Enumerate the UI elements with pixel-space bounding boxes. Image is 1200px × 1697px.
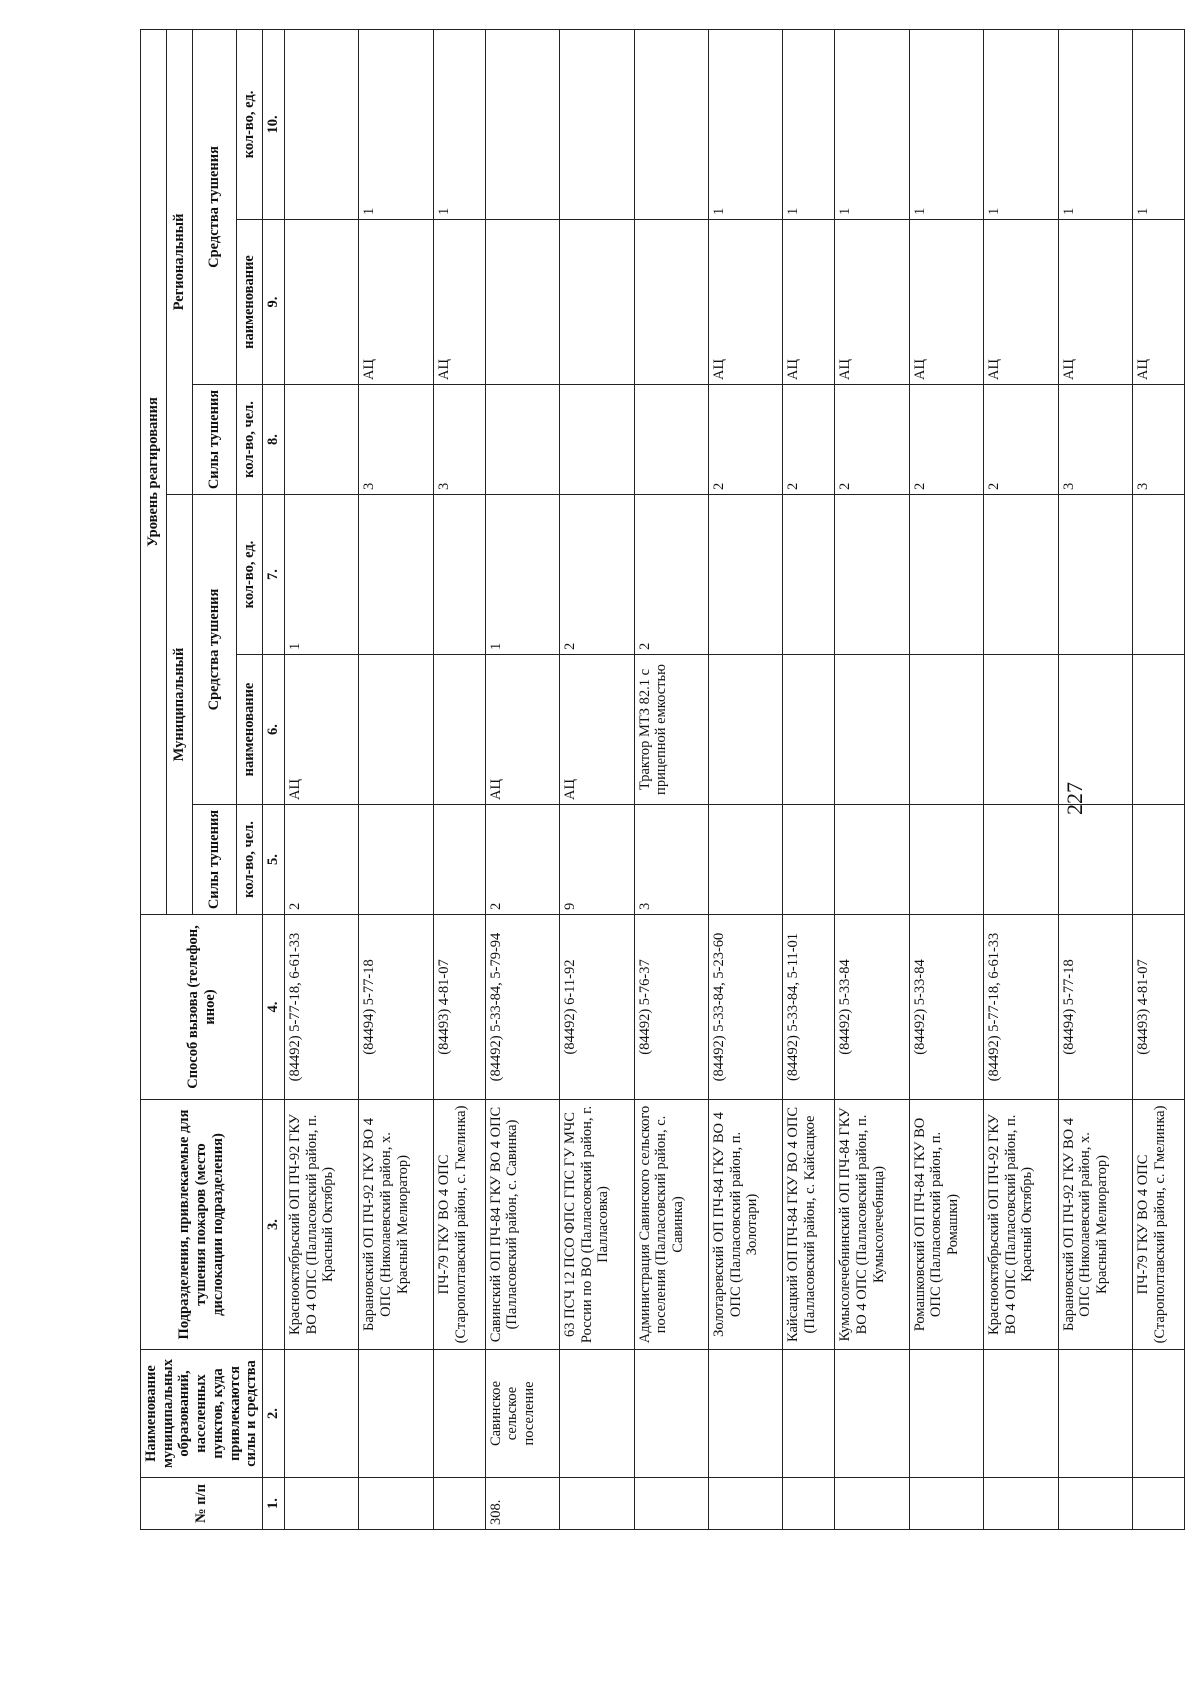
regional-means-qty bbox=[485, 29, 559, 219]
regional-forces: 2 bbox=[909, 385, 983, 495]
call-method: (84492) 5-33-84 bbox=[835, 915, 909, 1100]
row-number bbox=[433, 1478, 485, 1530]
call-method: (84494) 5-77-18 bbox=[1058, 915, 1132, 1100]
municipal-means-name bbox=[1132, 655, 1184, 805]
municipal-forces: 3 bbox=[634, 805, 708, 915]
regional-forces: 3 bbox=[359, 385, 433, 495]
col-header-response-level: Уровень реагирования bbox=[141, 29, 167, 914]
row-number bbox=[909, 1478, 983, 1530]
row-number bbox=[560, 1478, 634, 1530]
municipal-means-qty: 2 bbox=[634, 495, 708, 655]
call-method: (84494) 5-77-18 bbox=[359, 915, 433, 1100]
settlement bbox=[783, 1350, 835, 1478]
table-row bbox=[433, 29, 485, 1529]
col-header-municipal-means: Средства тушения bbox=[193, 495, 237, 805]
settlement bbox=[1058, 1350, 1132, 1478]
municipal-means-name bbox=[909, 655, 983, 805]
table-row bbox=[634, 29, 708, 1529]
regional-forces: 2 bbox=[984, 385, 1058, 495]
col-header-name: наименование bbox=[237, 220, 263, 385]
regional-means-qty: 1 bbox=[433, 29, 485, 219]
call-method: (84493) 4-81-07 bbox=[1132, 915, 1184, 1100]
regional-means-qty: 1 bbox=[359, 29, 433, 219]
col-number: 3. bbox=[263, 1100, 285, 1350]
col-header-qty-people: кол-во, чел. bbox=[237, 805, 263, 915]
municipal-forces bbox=[708, 805, 782, 915]
municipal-forces: 2 bbox=[285, 805, 359, 915]
col-number: 2. bbox=[263, 1350, 285, 1478]
table-row bbox=[560, 29, 634, 1529]
regional-means-name: АЦ bbox=[783, 220, 835, 385]
table-row bbox=[984, 29, 1058, 1529]
regional-forces bbox=[634, 385, 708, 495]
table-row bbox=[909, 29, 983, 1529]
settlement bbox=[634, 1350, 708, 1478]
row-number bbox=[359, 1478, 433, 1530]
unit: Ромашковский ОП ПЧ-84 ГКУ ВО ОПС (Палласовский район, п. Ромашки) bbox=[909, 1100, 983, 1350]
call-method: (84492) 5-77-18, 6-61-33 bbox=[285, 915, 359, 1100]
regional-forces: 2 bbox=[783, 385, 835, 495]
municipal-means-name bbox=[984, 655, 1058, 805]
unit: Краснооктябрьский ОП ПЧ-92 ГКУ ВО 4 ОПС (Палласовский район, п. Красный Октябрь) bbox=[984, 1100, 1058, 1350]
regional-means-qty: 1 bbox=[909, 29, 983, 219]
table-row bbox=[708, 29, 782, 1529]
col-number: 8. bbox=[263, 385, 285, 495]
municipal-means-name: АЦ bbox=[485, 655, 559, 805]
col-header-units: Подразделения, привлекаемые для тушения пожаров (место дислокации подразделения) bbox=[141, 1100, 263, 1350]
col-header-number: № п/п bbox=[141, 1478, 263, 1530]
settlement bbox=[359, 1350, 433, 1478]
municipal-forces bbox=[984, 805, 1058, 915]
col-number: 7. bbox=[263, 495, 285, 655]
row-number: 308. bbox=[485, 1478, 559, 1530]
col-number: 9. bbox=[263, 220, 285, 385]
call-method: (84492) 5-33-84, 5-11-01 bbox=[783, 915, 835, 1100]
col-header-settlement: Наименование муниципальных образований, населенных пунктов, куда привлекаются силы и средства bbox=[141, 1350, 263, 1478]
call-method: (84492) 5-77-18, 6-61-33 bbox=[984, 915, 1058, 1100]
col-header-qty-units: кол-во, ед. bbox=[237, 495, 263, 655]
municipal-means-name bbox=[433, 655, 485, 805]
regional-forces: 3 bbox=[1058, 385, 1132, 495]
regional-forces: 2 bbox=[708, 385, 782, 495]
regional-means-name: АЦ bbox=[984, 220, 1058, 385]
settlement: Савинское сельское поселение bbox=[485, 1350, 559, 1478]
table-row bbox=[1058, 29, 1132, 1529]
municipal-forces bbox=[909, 805, 983, 915]
settlement bbox=[285, 1350, 359, 1478]
settlement bbox=[835, 1350, 909, 1478]
municipal-forces: 2 bbox=[485, 805, 559, 915]
settlement bbox=[560, 1350, 634, 1478]
regional-means-name bbox=[285, 220, 359, 385]
table-row bbox=[783, 29, 835, 1529]
municipal-forces bbox=[1132, 805, 1184, 915]
municipal-forces: 9 bbox=[560, 805, 634, 915]
col-header-call-method: Способ вызова (телефон, иное) bbox=[141, 915, 263, 1100]
table-row bbox=[835, 29, 909, 1529]
unit: 63 ПСЧ 12 ПСО ФПС ГПС ГУ МЧС России по ВО (Палласовский район, г. Палласовка) bbox=[560, 1100, 634, 1350]
regional-means-name: АЦ bbox=[835, 220, 909, 385]
col-header-regional-means: Средства тушения bbox=[193, 29, 237, 384]
municipal-forces bbox=[359, 805, 433, 915]
municipal-forces bbox=[783, 805, 835, 915]
page-number: 227 bbox=[1062, 782, 1087, 815]
call-method: (84492) 5-33-84, 5-79-94 bbox=[485, 915, 559, 1100]
rotated-table-container bbox=[140, 30, 1185, 1530]
municipal-means-qty bbox=[1132, 495, 1184, 655]
call-method: (84492) 5-33-84 bbox=[909, 915, 983, 1100]
regional-means-name bbox=[560, 220, 634, 385]
settlement bbox=[984, 1350, 1058, 1478]
table-row bbox=[359, 29, 433, 1529]
unit: Кумысолечебнинский ОП ПЧ-84 ГКУ ВО 4 ОПС (Палласовский район, п. Кумысолечебница) bbox=[835, 1100, 909, 1350]
regional-forces: 3 bbox=[433, 385, 485, 495]
col-number: 1. bbox=[263, 1478, 285, 1530]
unit: Кайсацкий ОП ПЧ-84 ГКУ ВО 4 ОПС (Палласовский район, с. Кайсацкое bbox=[783, 1100, 835, 1350]
municipal-means-qty bbox=[359, 495, 433, 655]
col-header-municipal-forces: Силы тушения bbox=[193, 805, 237, 915]
municipal-means-qty: 1 bbox=[285, 495, 359, 655]
regional-means-name: АЦ bbox=[359, 220, 433, 385]
municipal-means-qty bbox=[1058, 495, 1132, 655]
unit: Администрация Савинского сельского поселения (Палласовский район, с. Савинка) bbox=[634, 1100, 708, 1350]
col-number: 5. bbox=[263, 805, 285, 915]
regional-means-name bbox=[634, 220, 708, 385]
regional-means-name: АЦ bbox=[708, 220, 782, 385]
municipal-means-name bbox=[359, 655, 433, 805]
settlement bbox=[1132, 1350, 1184, 1478]
regional-means-qty bbox=[634, 29, 708, 219]
unit: ПЧ-79 ГКУ ВО 4 ОПС (Старополтавский район, с. Гмелинка) bbox=[1132, 1100, 1184, 1350]
col-header-qty-people: кол-во, чел. bbox=[237, 385, 263, 495]
regional-means-name: АЦ bbox=[433, 220, 485, 385]
regional-means-name: АЦ bbox=[909, 220, 983, 385]
row-number bbox=[634, 1478, 708, 1530]
table-row bbox=[485, 29, 559, 1529]
call-method: (84492) 5-76-37 bbox=[634, 915, 708, 1100]
settlement bbox=[909, 1350, 983, 1478]
settlement bbox=[433, 1350, 485, 1478]
municipal-means-qty: 1 bbox=[485, 495, 559, 655]
unit: ПЧ-79 ГКУ ВО 4 ОПС (Старополтавский район, с. Гмелинка) bbox=[433, 1100, 485, 1350]
municipal-forces bbox=[433, 805, 485, 915]
municipal-means-qty bbox=[835, 495, 909, 655]
unit: Золотаревский ОП ПЧ-84 ГКУ ВО 4 ОПС (Палласовский район, п. Золотари) bbox=[708, 1100, 782, 1350]
municipal-means-qty: 2 bbox=[560, 495, 634, 655]
municipal-means-qty bbox=[708, 495, 782, 655]
col-header-municipal: Муниципальный bbox=[167, 495, 193, 915]
row-number bbox=[1132, 1478, 1184, 1530]
regional-forces: 3 bbox=[1132, 385, 1184, 495]
municipal-means-name: АЦ bbox=[560, 655, 634, 805]
municipal-means-name: Трактор МТЗ 82.1 с прицепной емкостью bbox=[634, 655, 708, 805]
regional-means-qty: 1 bbox=[708, 29, 782, 219]
unit: Барановский ОП ПЧ-92 ГКУ ВО 4 ОПС (Николаевский район, х. Красный Мелиоратор) bbox=[359, 1100, 433, 1350]
col-header-qty-units: кол-во, ед. bbox=[237, 29, 263, 219]
unit: Краснооктябрьский ОП ПЧ-92 ГКУ ВО 4 ОПС (Палласовский район, п. Красный Октябрь) bbox=[285, 1100, 359, 1350]
municipal-means-qty bbox=[984, 495, 1058, 655]
row-number bbox=[285, 1478, 359, 1530]
col-number: 10. bbox=[263, 29, 285, 219]
col-number: 4. bbox=[263, 915, 285, 1100]
regional-forces bbox=[560, 385, 634, 495]
unit: Савинский ОП ПЧ-84 ГКУ ВО 4 ОПС (Палласовский район, с. Савинка) bbox=[485, 1100, 559, 1350]
settlement bbox=[708, 1350, 782, 1478]
row-number bbox=[1058, 1478, 1132, 1530]
regional-means-qty: 1 bbox=[984, 29, 1058, 219]
municipal-means-qty bbox=[433, 495, 485, 655]
call-method: (84493) 4-81-07 bbox=[433, 915, 485, 1100]
table-body bbox=[285, 29, 1185, 1529]
col-header-regional: Региональный bbox=[167, 29, 193, 494]
municipal-means-name bbox=[1058, 655, 1132, 805]
table-row bbox=[1132, 29, 1184, 1529]
row-number bbox=[708, 1478, 782, 1530]
response-level-table bbox=[140, 29, 1185, 1530]
call-method: (84492) 6-11-92 bbox=[560, 915, 634, 1100]
regional-means-qty: 1 bbox=[1058, 29, 1132, 219]
municipal-forces bbox=[1058, 805, 1132, 915]
row-number bbox=[835, 1478, 909, 1530]
table-row bbox=[285, 29, 359, 1529]
regional-means-name: АЦ bbox=[1132, 220, 1184, 385]
regional-means-qty: 1 bbox=[835, 29, 909, 219]
regional-forces: 2 bbox=[835, 385, 909, 495]
call-method: (84492) 5-33-84, 5-23-60 bbox=[708, 915, 782, 1100]
municipal-means-qty bbox=[783, 495, 835, 655]
col-header-name: наименование bbox=[237, 655, 263, 805]
regional-means-qty bbox=[285, 29, 359, 219]
regional-means-qty: 1 bbox=[1132, 29, 1184, 219]
municipal-means-name bbox=[783, 655, 835, 805]
municipal-means-name: АЦ bbox=[285, 655, 359, 805]
municipal-means-qty bbox=[909, 495, 983, 655]
regional-means-name: АЦ bbox=[1058, 220, 1132, 385]
regional-means-qty: 1 bbox=[783, 29, 835, 219]
municipal-means-name bbox=[835, 655, 909, 805]
row-number bbox=[984, 1478, 1058, 1530]
unit: Барановский ОП ПЧ-92 ГКУ ВО 4 ОПС (Николаевский район, х. Красный Мелиоратор) bbox=[1058, 1100, 1132, 1350]
municipal-means-name bbox=[708, 655, 782, 805]
regional-means-name bbox=[485, 220, 559, 385]
regional-means-qty bbox=[560, 29, 634, 219]
regional-forces bbox=[285, 385, 359, 495]
col-header-regional-forces: Силы тушения bbox=[193, 385, 237, 495]
row-number bbox=[783, 1478, 835, 1530]
col-number: 6. bbox=[263, 655, 285, 805]
municipal-forces bbox=[835, 805, 909, 915]
regional-forces bbox=[485, 385, 559, 495]
